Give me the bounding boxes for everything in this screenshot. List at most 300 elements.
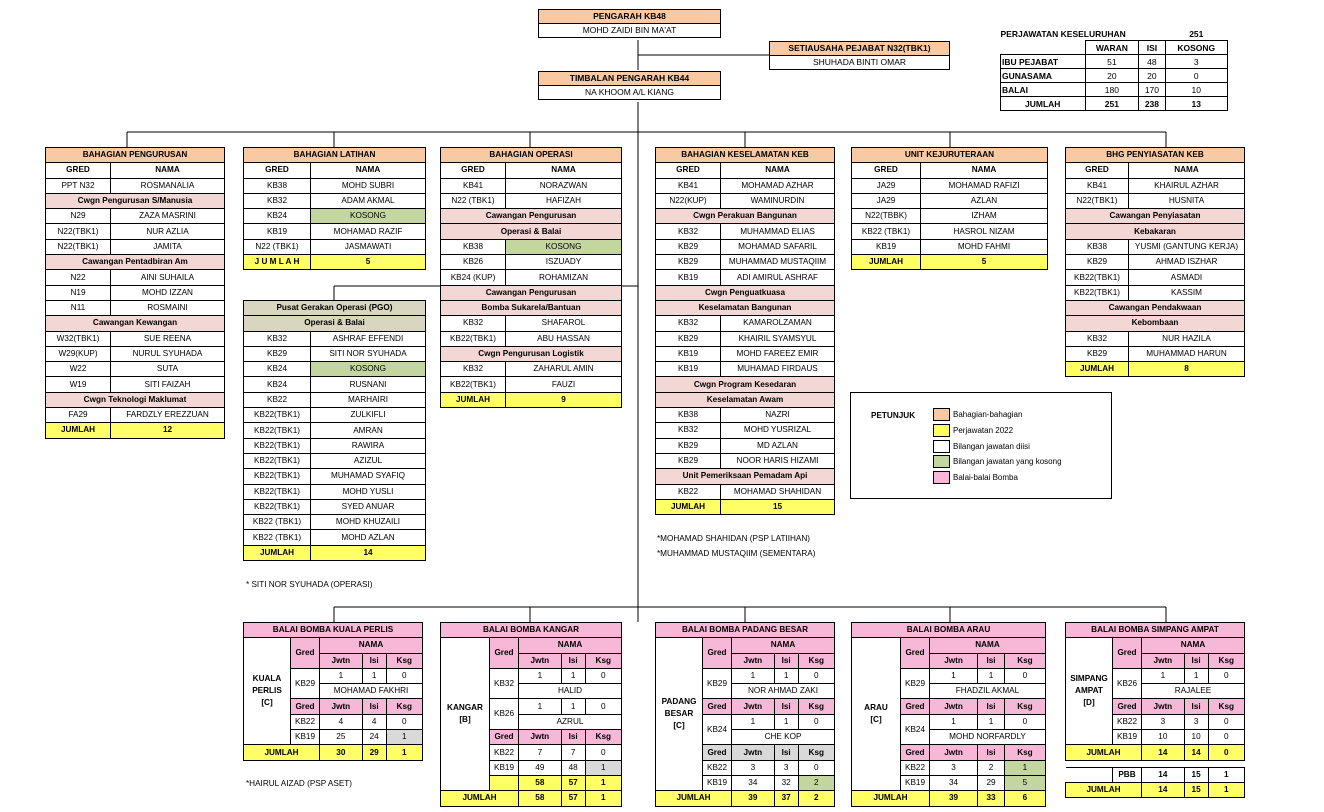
gred-cell: KB29	[656, 438, 721, 453]
ksg-cell: 0	[585, 699, 621, 714]
sub-section-title: Cwgn Penguatkuasa	[656, 285, 835, 300]
nama-cell: ZULKIFLI	[311, 408, 426, 423]
summary-jumlah-label: JUMLAH	[1001, 97, 1086, 111]
nama-cell: WAMINURDIN	[721, 193, 835, 208]
ksg-cell: 5	[1004, 775, 1045, 790]
col-isi: Isi	[362, 653, 386, 668]
col-isi: Isi	[561, 730, 585, 745]
summary-h-waran: WARAN	[1085, 41, 1139, 55]
col-gred: Gred	[490, 730, 519, 745]
jumlah-value: 8	[1129, 362, 1245, 377]
jwtn-cell: 49	[519, 760, 562, 775]
col-gred: GRED	[46, 163, 111, 178]
gred-cell: KB22	[656, 484, 721, 499]
gred-cell: N22 (TBK1)	[244, 239, 311, 254]
nama-cell: NORAZWAN	[506, 178, 622, 193]
nama-cell: NOR AHMAD ZAKI	[732, 684, 835, 699]
isi-cell: 7	[561, 745, 585, 760]
summary-h-kosong: KOSONG	[1165, 41, 1227, 55]
jwtn-cell: 1	[732, 714, 775, 729]
setiausaha-title: SETIAUSAHA PEJABAT N32(TBK1)	[770, 42, 949, 56]
jumlah-value: 1	[1208, 782, 1244, 797]
swatch-icon	[933, 424, 950, 437]
gred-cell: KB19	[656, 362, 721, 377]
swatch-icon	[933, 408, 950, 421]
jumlah-value: 15	[1184, 782, 1208, 797]
gred-cell: N29	[46, 209, 111, 224]
pbb-value: 14	[1142, 767, 1185, 782]
gred-cell: KB41	[1066, 178, 1129, 193]
jwtn-cell: 3	[1142, 714, 1185, 729]
jumlah-value: 1	[386, 745, 422, 760]
isi-cell: 1	[362, 668, 386, 683]
pbb-value: 15	[1184, 767, 1208, 782]
jumlah-spacer	[490, 775, 519, 790]
nama-cell: KHAIRIL SYAMSYUL	[721, 331, 835, 346]
gred-cell: KB24	[244, 377, 311, 392]
nama-cell: MOHD FAHMI	[921, 239, 1048, 254]
col-jwtn: Jwtn	[732, 699, 775, 714]
gred-cell: N22(TBBK)	[852, 209, 921, 224]
nama-cell: RAWIRA	[311, 438, 426, 453]
gred-cell: KB29	[901, 668, 930, 699]
jwtn-cell: 1	[732, 668, 775, 683]
jwtn-cell: 34	[732, 775, 775, 790]
nama-cell: KAMAROLZAMAN	[721, 316, 835, 331]
nama-cell: JASMAWATI	[311, 239, 426, 254]
swatch-icon	[933, 455, 950, 468]
location-line: ARAU	[864, 703, 888, 713]
jwtn-cell: 1	[1142, 668, 1185, 683]
pgo-table	[243, 300, 426, 561]
nama-cell: KHAIRUL AZHAR	[1129, 178, 1245, 193]
ksg-cell: 0	[386, 668, 422, 683]
nama-cell: ZAHARUL AMIN	[506, 362, 622, 377]
jumlah-label: JUMLAH	[852, 791, 930, 806]
gred-cell: KB22 (TBK1)	[244, 515, 311, 530]
col-isi: Isi	[561, 653, 585, 668]
jumlah-value: 0	[1208, 745, 1244, 760]
col-gred: GRED	[441, 163, 506, 178]
col-ksg: Ksg	[585, 730, 621, 745]
sub-section-title: Keselamatan Awam	[656, 392, 835, 407]
operasi-table	[440, 147, 622, 408]
col-ksg: Ksg	[386, 653, 422, 668]
nama-cell: ADI AMIRUL ASHRAF	[721, 270, 835, 285]
jumlah-value: 14	[1142, 782, 1185, 797]
legend	[850, 392, 1112, 499]
legend-label: Bahagian-bahagian	[953, 410, 1023, 419]
nama-cell: MUHAMAD SYAFIQ	[311, 469, 426, 484]
col-isi: Isi	[774, 745, 798, 760]
col-ksg: Ksg	[1004, 653, 1045, 668]
nama-cell: ROSMANALIA	[111, 178, 225, 193]
legend-item	[933, 471, 1018, 484]
note-text: * SITI NOR SYUHADA (OPERASI)	[246, 580, 373, 589]
sub-section-title: Cwgn Pengurusan S/Manusia	[46, 193, 225, 208]
summary-table	[1000, 27, 1228, 111]
gred-cell: KB38	[441, 239, 506, 254]
jumlah-value: 14	[1184, 745, 1208, 760]
ksg-cell: 0	[1208, 730, 1244, 745]
summary-row-label: BALAI	[1001, 83, 1086, 97]
nama-cell: MD AZLAN	[721, 438, 835, 453]
nama-cell: MARHAIRI	[311, 392, 426, 407]
col-nama: NAMA	[721, 163, 835, 178]
col-jwtn: Jwtn	[930, 745, 978, 760]
col-jwtn: Jwtn	[519, 653, 562, 668]
nama-cell: MOHD FAREEZ EMIR	[721, 346, 835, 361]
nama-cell: MOHAMAD FAKHRI	[320, 684, 423, 699]
sub-section-title: Cawangan Kewangan	[46, 316, 225, 331]
gred-cell: JA29	[852, 178, 921, 193]
note-text: *MOHAMAD SHAHIDAN (PSP LATIIHAN)	[657, 534, 811, 543]
jwtn-cell: 3	[930, 760, 978, 775]
col-gred: Gred	[901, 638, 930, 669]
jwtn-cell: 4	[320, 714, 363, 729]
col-isi: Isi	[774, 699, 798, 714]
gred-cell: N22(TBK1)	[1066, 193, 1129, 208]
nama-cell: ROHAMIZAN	[506, 270, 622, 285]
gred-cell: KB32	[244, 331, 311, 346]
col-nama: NAMA	[311, 163, 426, 178]
col-jwtn: Jwtn	[519, 730, 562, 745]
jumlah-value: 2	[798, 791, 834, 806]
col-gred: Gred	[490, 638, 519, 669]
kosong-cell: KOSONG	[311, 362, 426, 377]
isi-cell: 10	[1184, 730, 1208, 745]
latihan-table	[243, 147, 426, 270]
col-ksg: Ksg	[1208, 653, 1244, 668]
swatch-icon	[933, 471, 950, 484]
jumlah-value: 9	[506, 392, 622, 407]
jwtn-cell: 1	[519, 699, 562, 714]
jumlah-value: 5	[311, 255, 426, 270]
nama-cell: MOHAMAD RAFIZI	[921, 178, 1048, 193]
balai-title: BALAI BOMBA SIMPANG AMPAT	[1066, 623, 1245, 638]
gred-cell: FA29	[46, 408, 111, 423]
nama-cell: SUTA	[111, 362, 225, 377]
ksg-cell: 0	[1004, 714, 1045, 729]
nama-cell: AINI SUHAILA	[111, 270, 225, 285]
isi-cell: 1	[978, 668, 1005, 683]
summary-cell: 0	[1165, 69, 1227, 83]
col-gred: Gred	[703, 745, 732, 760]
gred-cell: KB19	[291, 730, 320, 745]
swatch-icon	[933, 440, 950, 453]
jumlah-label: JUMLAH	[852, 255, 921, 270]
jumlah-value: 58	[519, 775, 562, 790]
gred-cell: KB32	[656, 423, 721, 438]
nama-cell: HASROL NIZAM	[921, 224, 1048, 239]
nama-cell: NUR HAZILA	[1129, 331, 1245, 346]
ksg-cell: 0	[798, 668, 834, 683]
location-line: [D]	[1083, 698, 1095, 708]
sub-section-title: Cawangan Pengurusan	[441, 285, 622, 300]
ksg-cell: 0	[585, 668, 621, 683]
jumlah-value: 57	[561, 791, 585, 806]
col-gred: Gred	[703, 638, 732, 669]
nama-cell: MOHAMAD RAZIF	[311, 224, 426, 239]
nama-cell: ADAM AKMAL	[311, 193, 426, 208]
summary-cell: 170	[1139, 83, 1165, 97]
jumlah-label: JUMLAH	[1066, 362, 1129, 377]
gred-cell: KB24 (KUP)	[441, 270, 506, 285]
col-gred: GRED	[244, 163, 311, 178]
kejuruteraan-table	[851, 147, 1048, 270]
gred-cell: KB38	[656, 408, 721, 423]
jumlah-value: 1	[585, 775, 621, 790]
gred-cell: KB29	[703, 668, 732, 699]
col-jwtn: Jwtn	[1142, 699, 1185, 714]
nama-cell: FARDZLY EREZZUAN	[111, 408, 225, 423]
legend-label: Balai-balai Bomba	[953, 473, 1018, 482]
jumlah-value: 5	[921, 255, 1048, 270]
jumlah-label: JUMLAH	[244, 745, 320, 760]
ksg-cell: 1	[585, 760, 621, 775]
gred-cell: KB32	[656, 316, 721, 331]
sub-section-title: Bomba Sukarela/Bantuan	[441, 300, 622, 315]
summary-h-isi: ISI	[1139, 41, 1165, 55]
col-gred: Gred	[291, 699, 320, 714]
gred-cell: KB19	[852, 239, 921, 254]
col-nama: NAMA	[921, 163, 1048, 178]
pengurusan-table	[45, 147, 225, 439]
gred-cell: KB19	[1113, 730, 1142, 745]
nama-cell: NAZRI	[721, 408, 835, 423]
spacer	[1066, 767, 1113, 782]
summary-cell: 251	[1085, 97, 1139, 111]
summary-cell: 13	[1165, 97, 1227, 111]
jumlah-value: 58	[519, 791, 562, 806]
section-title: BAHAGIAN OPERASI	[441, 148, 622, 163]
gred-cell: N22	[46, 270, 111, 285]
gred-cell: KB19	[490, 760, 519, 775]
nama-cell: HAFIZAH	[506, 193, 622, 208]
location-line: [C]	[870, 715, 882, 725]
location-line: BESAR	[664, 709, 694, 719]
legend-item	[933, 455, 1062, 468]
gred-cell: N22(TBK1)	[46, 239, 111, 254]
timbalan-box	[538, 71, 721, 100]
sub-section-title: Unit Pemeriksaan Pemadam Api	[656, 469, 835, 484]
nama-cell: MOHD IZZAN	[111, 285, 225, 300]
location-line: AMPAT	[1075, 686, 1103, 696]
gred-cell: KB22	[703, 760, 732, 775]
penyiasatan-table	[1065, 147, 1245, 377]
jumlah-value: 15	[721, 499, 835, 514]
gred-cell: KB22(TBK1)	[244, 453, 311, 468]
col-jwtn: Jwtn	[930, 653, 978, 668]
gred-cell: KB22	[291, 714, 320, 729]
col-nama: NAMA	[320, 638, 423, 653]
summary-cell: 20	[1085, 69, 1139, 83]
gred-cell: KB22(TBK1)	[441, 377, 506, 392]
sub-section-title: Cawangan Pendakwaan	[1066, 300, 1245, 315]
pengarah-name: MOHD ZAIDI BIN MA'AT	[582, 25, 677, 35]
jumlah-label: JUMLAH	[656, 791, 732, 806]
gred-cell: KB22	[1113, 714, 1142, 729]
col-ksg: Ksg	[798, 653, 834, 668]
jumlah-value: 30	[320, 745, 363, 760]
sub-section-title: Cwgn Program Kesedaran	[656, 377, 835, 392]
nama-cell: MOHD YUSRIZAL	[721, 423, 835, 438]
gred-cell: KB32	[656, 224, 721, 239]
gred-cell: KB19	[703, 775, 732, 790]
col-nama: NAMA	[519, 638, 622, 653]
section-title: BHG PENYIASATAN KEB	[1066, 148, 1245, 163]
gred-cell: KB22(TBK1)	[244, 408, 311, 423]
col-gred: Gred	[901, 745, 930, 760]
nama-cell: MOHD NORFARDLY	[930, 730, 1046, 745]
col-nama: NAMA	[111, 163, 225, 178]
gred-cell: KB29	[244, 346, 311, 361]
jwtn-cell: 34	[930, 775, 978, 790]
section-title: BAHAGIAN PENGURUSAN	[46, 148, 225, 163]
col-jwtn: Jwtn	[732, 653, 775, 668]
col-gred: Gred	[1113, 638, 1142, 669]
summary-total: 251	[1189, 28, 1204, 39]
pengarah-title: PENGARAH KB48	[539, 10, 720, 24]
nama-cell: KASSIM	[1129, 285, 1245, 300]
setiausaha-name: SHUHADA BINTI OMAR	[812, 57, 907, 67]
nama-cell: MOHAMAD SHAHIDAN	[721, 484, 835, 499]
jumlah-value: 33	[978, 791, 1005, 806]
jumlah-label: J U M L A H	[244, 255, 311, 270]
jwtn-cell: 3	[732, 760, 775, 775]
col-gred: GRED	[656, 163, 721, 178]
gred-cell: KB24	[703, 714, 732, 745]
isi-cell: 48	[561, 760, 585, 775]
col-nama: NAMA	[1142, 638, 1245, 653]
jumlah-label: JUMLAH	[1066, 745, 1142, 760]
gred-cell: KB38	[1066, 239, 1129, 254]
col-isi: Isi	[362, 699, 386, 714]
col-isi: Isi	[978, 745, 1005, 760]
balai-title: BALAI BOMBA KANGAR	[441, 623, 622, 638]
kosong-cell: KOSONG	[311, 209, 426, 224]
location-line: PERLIS	[252, 686, 282, 696]
col-isi: Isi	[1184, 653, 1208, 668]
section-title: BAHAGIAN KESELAMATAN KEB	[656, 148, 835, 163]
col-gred: Gred	[901, 699, 930, 714]
nama-cell: MUHAMMAD MUSTAQIIM	[721, 255, 835, 270]
gred-cell: KB29	[656, 453, 721, 468]
col-ksg: Ksg	[1004, 699, 1045, 714]
nama-cell: ABU HASSAN	[506, 331, 622, 346]
gred-cell: KB22(TBK1)	[244, 499, 311, 514]
nama-cell: SUE REENA	[111, 331, 225, 346]
col-ksg: Ksg	[585, 653, 621, 668]
gred-cell: W29(KUP)	[46, 346, 111, 361]
legend-label: Perjawatan 2022	[953, 426, 1014, 435]
gred-cell: KB32	[441, 362, 506, 377]
balai-location	[656, 638, 703, 791]
legend-item	[933, 440, 1030, 453]
nama-cell: YUSMI (GANTUNG KERJA)	[1129, 239, 1245, 254]
jumlah-label: JUMLAH	[441, 392, 506, 407]
jumlah-value: 29	[362, 745, 386, 760]
isi-cell: 4	[362, 714, 386, 729]
sub-section-title: Cawangan Pentadbiran Am	[46, 255, 225, 270]
sub-section-title: Cawangan Pengurusan	[441, 209, 622, 224]
ksg-cell: 0	[1208, 668, 1244, 683]
gred-cell: KB22	[244, 392, 311, 407]
sub-section-title: Cwgn Teknologi Maklumat	[46, 392, 225, 407]
gred-cell: W22	[46, 362, 111, 377]
pengarah-box	[538, 9, 721, 38]
setiausaha-box	[769, 41, 950, 70]
summary-row-label: GUNASAMA	[1001, 69, 1086, 83]
isi-cell: 1	[561, 668, 585, 683]
gred-cell: W32(TBK1)	[46, 331, 111, 346]
gred-cell: KB29	[291, 668, 320, 699]
jumlah-label: JUMLAH	[656, 499, 721, 514]
col-nama: NAMA	[506, 163, 622, 178]
col-nama: NAMA	[732, 638, 835, 653]
gred-cell: KB41	[441, 178, 506, 193]
nama-cell: SYED ANUAR	[311, 499, 426, 514]
gred-cell: PPT N32	[46, 178, 111, 193]
balai-padang-besar	[655, 622, 835, 807]
nama-cell: CHE KOP	[732, 730, 835, 745]
ksg-cell: 1	[1004, 760, 1045, 775]
note-text: *MUHAMMAD MUSTAQIIM (SEMENTARA)	[657, 549, 816, 558]
col-gred: GRED	[1066, 163, 1129, 178]
balai-kangar	[440, 622, 622, 807]
jumlah-value: 37	[774, 791, 798, 806]
summary-cell: 3	[1165, 55, 1227, 69]
section-title: BAHAGIAN LATIHAN	[244, 148, 426, 163]
gred-cell: KB22(TBK1)	[1066, 285, 1129, 300]
kosong-cell: KOSONG	[506, 239, 622, 254]
ksg-cell: 1	[386, 730, 422, 745]
col-jwtn: Jwtn	[930, 699, 978, 714]
nama-cell: AZLAN	[921, 193, 1048, 208]
nama-cell: RUSNANI	[311, 377, 426, 392]
nama-cell: MUHAMAD FIRDAUS	[721, 362, 835, 377]
col-isi: Isi	[978, 699, 1005, 714]
nama-cell: HALID	[519, 684, 622, 699]
ksg-cell: 2	[798, 775, 834, 790]
nama-cell: MOHD AZLAN	[311, 530, 426, 545]
ksg-cell: 0	[798, 714, 834, 729]
col-jwtn: Jwtn	[320, 699, 363, 714]
col-ksg: Ksg	[798, 699, 834, 714]
gred-cell: KB32	[441, 316, 506, 331]
timbalan-name: NA KHOOM A/L KIANG	[585, 87, 674, 97]
jwtn-cell: 1	[320, 668, 363, 683]
sub-section-title: Cwgn Pengurusan Logistik	[441, 346, 622, 361]
gred-cell: KB32	[1066, 331, 1129, 346]
isi-cell: 2	[978, 760, 1005, 775]
balai-kuala-perlis	[243, 622, 423, 761]
summary-cell: 51	[1085, 55, 1139, 69]
gred-cell: KB22 (TBK1)	[852, 224, 921, 239]
gred-cell: KB24	[901, 714, 930, 745]
nama-cell: MOHD SUBRI	[311, 178, 426, 193]
balai-simpang-ampat	[1065, 622, 1245, 798]
col-ksg: Ksg	[386, 699, 422, 714]
col-nama: NAMA	[930, 638, 1046, 653]
location-line: PADANG	[661, 697, 697, 707]
isi-cell: 29	[978, 775, 1005, 790]
jwtn-cell: 10	[1142, 730, 1185, 745]
legend-item	[933, 424, 1013, 437]
legend-label: Bilangan jawatan diisi	[953, 442, 1030, 451]
nama-cell: MOHD KHUZAILI	[311, 515, 426, 530]
nama-cell: ASMADI	[1129, 270, 1245, 285]
